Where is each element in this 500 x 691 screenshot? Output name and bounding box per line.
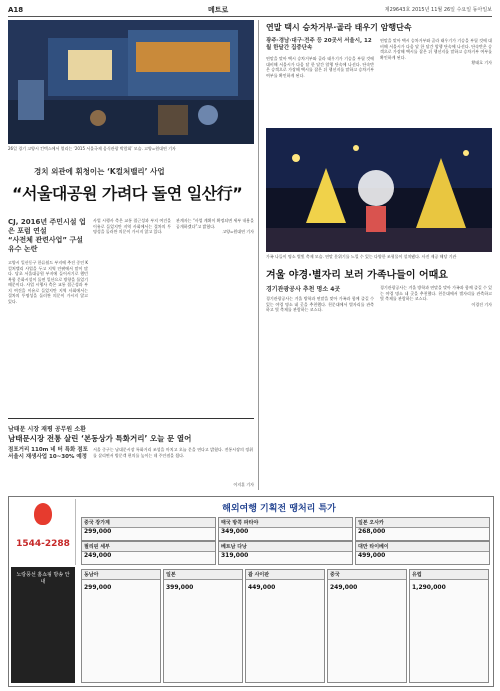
story1-headline: “서울대공원 가려다 돌연 일산行”	[12, 184, 243, 203]
story1-body1: 고양시 일산동구 한류월드 부지에 추진 중인 K컬처밸리 사업을 두고 지역 안팎에서 말이 많다. 당초 서울대공원 부지에 들어서기로 했던 복합 문화시설이 돌연 일산으로 방향을 틀었기 때문이다.	[8, 260, 88, 287]
story3-body-text2: 연말을 맞아 택시 승차거부와 골라 태우기가 기승을 부릴 것에 대비해 서울시가 다음 달 한 달간 암행 단속에 나선다. 단속반은 승객으로 가장해 택시를 잡은 뒤 행선지를 말하고 승차거부 여부를 확인하게 된다.	[380, 38, 492, 60]
deal-title: 태국 방콕 파타야	[219, 518, 352, 528]
story4-col2	[380, 285, 492, 485]
deal-title: 베트남 다낭	[219, 542, 352, 552]
deal-title: 일본 오사카	[356, 518, 489, 528]
deal-title: 대만 타이베이	[356, 542, 489, 552]
region-price: 449,000	[248, 584, 276, 591]
region-price: 249,000	[330, 584, 358, 591]
deal-cell[interactable]	[355, 541, 490, 565]
deal-price: 299,000	[84, 528, 112, 535]
story1-lead	[8, 218, 90, 254]
ad-phone[interactable]: 1544-2288	[16, 539, 70, 549]
divider-left	[8, 418, 254, 419]
caption2-credit: 사진 제공 해당 기관	[421, 254, 457, 259]
story3-subhead: 광주·경남·대구·전주 등 20곳서 서울시, 12월 한달간 집중단속	[266, 38, 372, 51]
caption2-text: 가족 나들이 명소 별빛 축제 모습. 연말 분위기를 느낄 수 있는 다양한 조형물이 설치됐다.	[266, 254, 421, 259]
deal-cell[interactable]	[218, 517, 353, 541]
deal-cell[interactable]	[218, 541, 353, 565]
region-title: 유럽	[410, 570, 488, 580]
page-number: A18	[8, 6, 24, 14]
caption-credit: 고양=원대연 기자	[144, 146, 176, 151]
story2-subhead: 점포거리 110m 네 터 특화 점포 서울시 재생사업 10~30% 예정	[8, 447, 88, 460]
section-name: 메트로	[208, 6, 229, 14]
region-cell[interactable]	[245, 569, 325, 683]
lead-line: CJ, 2016년 주민시설 업은 포럼 연설	[8, 218, 86, 235]
tv-sidebar-text: 노랑풍선 홈쇼핑 방송 안내	[16, 572, 70, 585]
deal-title: 중국 장가계	[82, 518, 215, 528]
region-title: 괌 사이판	[246, 570, 324, 580]
story1-byline: 고양=원대연 기자	[222, 229, 254, 234]
ad-banner-title: 해외여행 기획전 땡처리 특가	[222, 504, 336, 514]
story3-body-text: 연말을 맞아 택시 승차거부와 골라 태우기가 기승을 부릴 것에 대비해 서울시가 다음 달 한 달간 암행 단속에 나선다. 단속반은 승객으로 가장해 택시를 잡은 뒤 행선지를 말하고 승차거부 여부를 확인하게 된다.	[266, 56, 374, 78]
story1-col1	[8, 260, 88, 410]
story4-body: 경기관광공사는 겨울 방학과 연말을 맞아 가족과 함께 즐길 수 있는 야경 명소 네 곳을 추천했다. 천문대에서 별자리를 관측하고 빛 축제를 관람하는 코스다.	[266, 296, 374, 312]
deal-price: 499,000	[358, 552, 386, 559]
deal-price: 249,000	[84, 552, 112, 559]
story4-byline: 이경진 기자	[471, 301, 492, 307]
story1-col2	[93, 218, 171, 408]
deal-cell[interactable]	[355, 517, 490, 541]
photo-expo	[8, 20, 254, 144]
region-cell[interactable]	[327, 569, 407, 683]
tv-sidebar	[11, 567, 75, 683]
page-header	[8, 4, 492, 17]
story1-body2: 사업 시행사 측은 교통 접근성과 부지 여건을 이유로 들었지만 지역 사회에서는 절차의 투명성을 둘러싼 의문이 가시지 않고 있다.	[8, 282, 88, 304]
story1-col3	[176, 218, 254, 408]
deal-title: 필리핀 세부	[82, 542, 215, 552]
deal-cell[interactable]	[81, 517, 216, 541]
story3-kicker: 연말 택시 승차거부·골라 태우기 암행단속	[266, 23, 412, 32]
story4-body2: 경기관광공사는 겨울 방학과 연말을 맞아 가족과 함께 즐길 수 있는 야경 명소 네 곳을 추천했다. 천문대에서 별자리를 관측하고 빛 축제를 관람하는 코스다.	[380, 285, 492, 301]
caption-text: 26일 경기 고양시 킨텍스에서 열리는 ‘2015 서울국제 음식관광 박람회’ 모습.	[8, 146, 143, 151]
story1-body2b: 사업 시행사 측은 교통 접근성과 부지 여건을 이유로 들었지만 지역 사회에서는 절차의 투명성을 둘러싼 의문이 가시지 않고 있다.	[93, 218, 171, 234]
story2-body: 서울 중구는 남대문시장 특화거리 조성을 마치고 오늘 문을 연다고 밝혔다. 전통시장의 정취를 살리면서 방문객 편의를 높이는 데 주안점을 뒀다.	[93, 447, 253, 458]
lights-photo-image	[266, 128, 492, 252]
region-cell[interactable]	[81, 569, 161, 683]
story4-headline: 겨울 야경·별자리 보러 가족나들이 어때요	[266, 270, 448, 281]
story2-headline: 남태문시장 전통 살린 ‘본동상가 특화거리’ 오늘 문 열어	[8, 434, 192, 443]
subhead-line: “사전체 관련사업” 구설 유수 논란	[8, 236, 83, 253]
region-price: 399,000	[166, 584, 194, 591]
story3-body-col2	[380, 38, 492, 122]
photo-lights	[266, 128, 492, 252]
deal-price: 319,000	[221, 552, 249, 559]
ad-sidebar	[11, 499, 76, 565]
photo-lights-caption	[266, 254, 492, 259]
issue-meta: 제29643호 2015년 11월 26일 수요일 동아일보	[384, 7, 492, 13]
deal-price: 349,000	[221, 528, 249, 535]
balloon-logo-icon	[34, 503, 52, 525]
travel-advertisement[interactable]	[8, 496, 494, 687]
story1-kicker: 경치 외관에 휘청이는 ‘K컬처밸리’ 사업	[34, 167, 165, 176]
expo-photo-image	[8, 20, 254, 144]
region-title: 일본	[164, 570, 242, 580]
region-title: 동남아	[82, 570, 160, 580]
region-price: 1,290,000	[412, 584, 446, 591]
story3-body	[266, 56, 374, 126]
region-title: 중국	[328, 570, 406, 580]
story2-byline: 이지훈 기자	[233, 482, 254, 487]
story2-kicker: 남태문 시장 재평 공무원 소환	[8, 426, 86, 433]
story4-subhead: 경기관광공사 추천 명소 4곳	[266, 286, 341, 293]
story4-col1	[266, 296, 374, 486]
deal-price: 268,000	[358, 528, 386, 535]
column-divider	[258, 20, 259, 490]
deal-cell[interactable]	[81, 541, 216, 565]
story3-byline: 황태호 기자	[471, 60, 492, 65]
photo-expo-caption	[8, 146, 254, 151]
region-price: 299,000	[84, 584, 112, 591]
region-cell[interactable]	[163, 569, 243, 683]
region-cell[interactable]	[409, 569, 489, 683]
story1-body3: 관계자는 “사업 계획이 확정되면 세부 내용을 공개하겠다”고 밝혔다.	[176, 218, 254, 229]
